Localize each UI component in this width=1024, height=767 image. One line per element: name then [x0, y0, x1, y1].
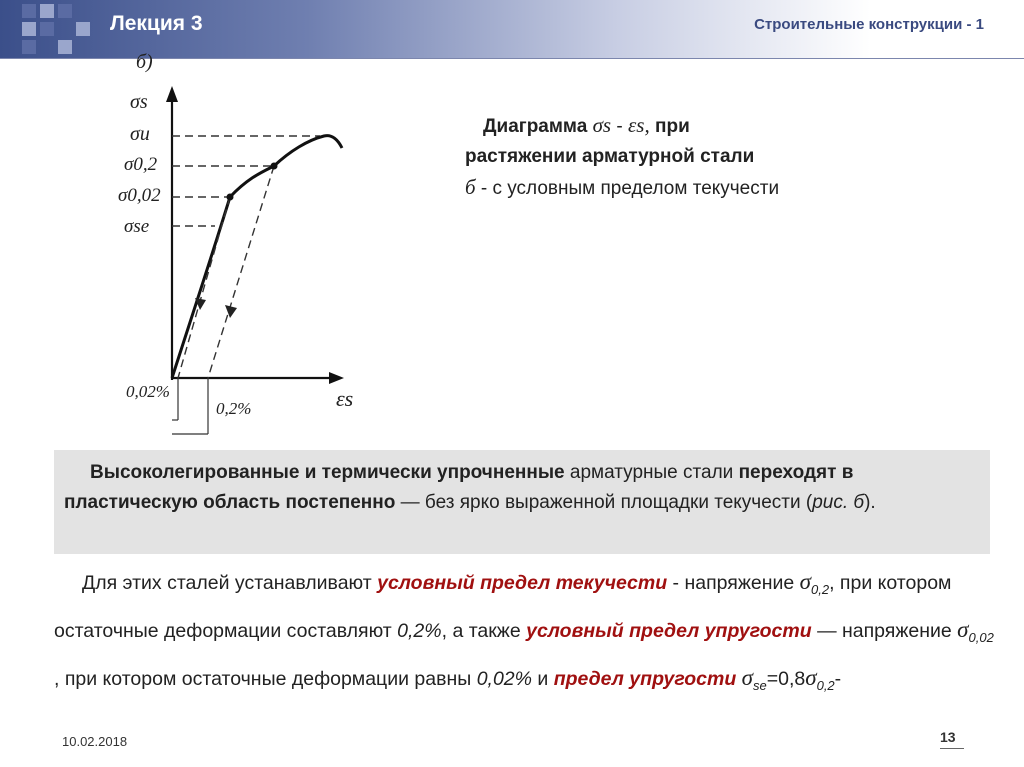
decor-square [40, 4, 54, 18]
y-label-sigma-u: σu [130, 123, 150, 145]
decor-square [76, 22, 90, 36]
sigma-symbol: σ [957, 616, 969, 642]
body-text-7: и [531, 667, 554, 690]
caption-letter: б [465, 175, 476, 199]
x-label-epsilon-s: εs [336, 386, 354, 411]
course-title: Строительные конструкции - 1 [754, 16, 984, 33]
diagram-caption [465, 110, 985, 204]
sigma-symbol: σ [741, 664, 754, 690]
y-axis-arrow-icon [166, 86, 178, 102]
sigma-subscript: 0,2 [811, 581, 830, 597]
stress-strain-curve [172, 136, 342, 378]
term-elastic-limit-2: предел упругости [553, 667, 737, 690]
y-label-sigma-02: σ0,2 [124, 154, 158, 175]
lecture-title: Лекция 3 [110, 12, 203, 35]
bottom-label-02: 0,2% [216, 399, 252, 418]
caption-suffix: при [654, 116, 690, 137]
body-text-9: =0,8 [766, 667, 806, 690]
unload-line-002 [178, 197, 230, 378]
info-normal-3: ). [864, 492, 876, 513]
caption-epsilon: εs, [628, 113, 650, 137]
caption-line-3 [465, 172, 985, 204]
unload-line-02 [208, 166, 274, 378]
x-axis-arrow-icon [329, 372, 344, 384]
info-bold-2: переходят в пластическую область постепенно [64, 462, 854, 513]
info-normal-1: арматурные стали [564, 462, 739, 483]
decor-square [22, 40, 36, 54]
caption-line-2: растяжении арматурной стали [465, 146, 755, 167]
y-label-sigma-se: σse [124, 216, 150, 237]
point-sigma-002 [227, 194, 234, 201]
panel-label: б) [136, 51, 153, 73]
caption-line-1 [465, 110, 985, 142]
info-italic: рис. б [812, 492, 865, 513]
caption-prefix: Диаграмма [483, 116, 588, 137]
point-sigma-02 [271, 163, 278, 170]
footer-date: 10.02.2018 [62, 734, 128, 749]
term-yield-strength: условный предел текучести [377, 572, 668, 594]
body-text-6: , при котором остаточные деформации равны [54, 667, 477, 690]
info-text [64, 458, 979, 518]
info-normal-2: — без ярко выраженной площадки текучести ( [395, 492, 813, 513]
body-text-3: , при котором остаточные деформации составляют [54, 572, 952, 642]
value-02: 0,2% [397, 619, 442, 642]
decor-square [40, 22, 54, 36]
info-box [54, 450, 990, 554]
sigma-subscript: 0,2 [816, 677, 835, 693]
body-text-2: - напряжение [667, 572, 800, 594]
body-text-5: — напряжение [811, 619, 958, 642]
decor-square [58, 4, 72, 18]
sigma-subscript: 0,02 [968, 629, 994, 645]
caption-dash: - [616, 116, 623, 137]
stress-strain-diagram [110, 48, 460, 440]
info-bold-1: Высоколегированные и термически упрочненные [90, 462, 565, 483]
bottom-label-002: 0,02% [126, 382, 170, 401]
decor-square [22, 22, 36, 36]
term-elastic-limit: условный предел упругости [526, 619, 812, 642]
caption-sigma: σs [592, 113, 612, 137]
sigma-subscript: se [753, 677, 767, 693]
body-text-10: - [834, 667, 842, 690]
value-002: 0,02% [476, 667, 532, 690]
y-label-sigma-s: σs [130, 91, 148, 113]
body-text-4: , а также [441, 619, 527, 642]
decor-square [58, 40, 72, 54]
y-label-sigma-002: σ0,02 [118, 185, 161, 206]
page-number-underline [940, 748, 964, 749]
body-paragraph [54, 562, 999, 706]
body-text-1: Для этих сталей устанавливают [82, 572, 378, 594]
decor-square [22, 4, 36, 18]
sigma-symbol: σ [799, 569, 811, 594]
page-number: 13 [940, 729, 956, 745]
sigma-symbol: σ [805, 664, 817, 690]
caption-line-3-text: - с условным пределом текучести [480, 178, 780, 199]
